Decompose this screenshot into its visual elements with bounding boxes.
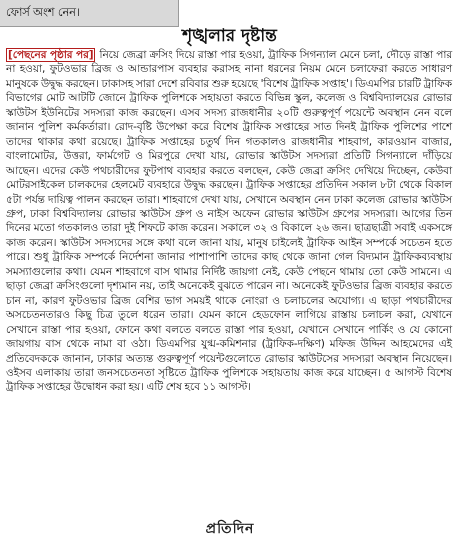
continued-from-label: [পেছনের পৃষ্ঠার পর] <box>8 49 94 61</box>
article-headline: শৃঙ্খলার দৃষ্টান্ত <box>182 26 277 46</box>
next-article-fragment <box>150 514 310 537</box>
previous-article-fragment <box>0 0 179 27</box>
article-body-text: নিয়ে জেব্রা ক্রসিং দিয়ে রাস্তা পার হওয়া, ট্রাফিক সিগন্যাল মেনে চলা, দৌড়ে রাস্তা পার না হওয়া, ফুটওভার ব্রিজ ও আন্ডারপাস ব্যবহার করাসহ নানা ধরনের নিয়ম মেনে চলাফেরা করতে সাধারণ মানুষকে উদ্বুদ্ধ করছেন। ঢাকাসহ সারা দেশে রবিবার শুরু হয়েছে 'বিশেষ ট্রাফিক সপ্তাহ'। ডিএমপির চারটি ট্রাফিক বিভাগের মোট আটটি জোনে ট্রাফিক পুলিশকে সহায়তা করতে বিভিন্ন স্কুল, কলেজ ও বিশ্ববিদ্যালয়ের রোভার স্কাউটস ইউনিটের সদস্যরা কাজ করছেন। এসব সদস্য রাজধানীর ২০টি গুরুত্বপূর্ণ পয়েন্টে অবস্থান নেন বলে জানান পুলিশ কর্মকর্তারা। রোদ-বৃষ্টি উপেক্ষা করে বিশেষ ট্রাফিক সপ্তাহের সাত দিনই ট্রাফিক পুলিশের পাশে তাদের থাকার কথা রয়েছে। ট্রাফিক সপ্তাহের চতুর্থ দিন গতকালও রাজধানীর শাহবাগ, কারওয়ান বাজার, বাংলামোটর, উত্তরা, ফার্মগেট ও মিরপুরে দেখা যায়, রোভার স্কাউটস সদস্যরা প্রতিটি সিগন্যালে দাঁড়িয়ে আছেন। এদের কেউ পথচারীদের ফুটপাথ ব্যবহার করতে বলছেন, কেউ জেব্রা ক্রসিং দেখিয়ে দিচ্ছেন, কেউবা মোটরসাইকেল চালকদের হেলমেট ব্যবহারে উদ্বুদ্ধ করছেন। ট্রাফিক সপ্তাহের প্রতিদিন সকাল ৮টা থেকে বিকাল ৫টা পর্যন্ত দায়িত্ব পালন করছেন তারা। শাহবাগে দেখা যায়, সেখানে অবস্থান নেন ঢাকা কলেজ রোভার স্কাউটস গ্রুপ, ঢাকা বিশ্ববিদ্যালয় রোভার স্কাউটস গ্রুপ ও নাইস অফেন রোভার স্কাউটস গ্রুপের সদস্যরা। আগের তিন দিনের মতো গতকালও তারা দুই শিফটে কাজ করেন। সকালে ৩২ ও বিকালে ২৬ জন। ছাত্রছাত্রী সবাই একসঙ্গে কাজ করেন। স্কাউটস সদস্যদের সঙ্গে কথা বলে জানা যায়, মানুষ চাইলেই ট্রাফিক আইন সম্পর্কে সচেতন হতে পারে। শুধু ট্রাফিক সম্পর্কে নির্দেশনা জানার পাশাপাশি তাদের কাছ থেকে জানা গেল বিদ্যমান ট্রাফিকব্যবস্থায় সমস্যাগুলোর কথা। যেমন শাহবাগে বাস থামার নির্দিষ্ট জায়গা নেই, কেউ পেছনে থামায় তো কেউ সামনে। এ ছাড়া জেব্রা ক্রসিংগুলো দৃশ্যমান নয়, তাই অনেকেই বুঝতে পারেন না। অনেকেই ফুটওভার ব্রিজ ব্যবহার করতে চান না, কারণ ফুটওভার ব্রিজ বেশির ভাগ সময়ই থাকে নোংরা ও চলাচলের অযোগ্য। এ ছাড়া পথচারীদের অসচেতনতারও কিছু চিত্র তুলে ধরেন তারা। যেমন কানে হেডফোন লাগিয়ে রাস্তায় চলাচল করা, যেখানে সেখানে রাস্তা পার হওয়া, ফোনে কথা বলতে বলতে রাস্তা পার হওয়া, যেখানে সেখানে পার্কিং ও যে কোনো জায়গায় বাস থেকে নামা বা ওঠা। ডিএমপির যুগ্ম-কমিশনার (ট্রাফিক-দক্ষিণ) মফিজ উদ্দিন আহমেদের এই প্রতিবেদককে জানান, ঢাকার অত্যন্ত গুরুত্বপূর্ণ পয়েন্টগুলোতে রোভার স্কাউটসের সদস্যরা অবস্থান নিয়েছেন। ওইসব এলাকায় তারা জনসচেতনতা সৃষ্টিতে ট্রাফিক পুলিশকে সহায়তায় কাজ করে যাচ্ছেন। ৫ আগস্ট বিশেষ ট্রাফিক সপ্তাহের উদ্বোধন করা হয়। এটি শেষ হবে ১১ আগস্ট। <box>6 49 453 394</box>
previous-article-text: ফোর্স অংশ নেন। <box>6 5 80 19</box>
next-article-text: প্রতিদিন <box>205 521 255 537</box>
article-body <box>6 48 452 510</box>
